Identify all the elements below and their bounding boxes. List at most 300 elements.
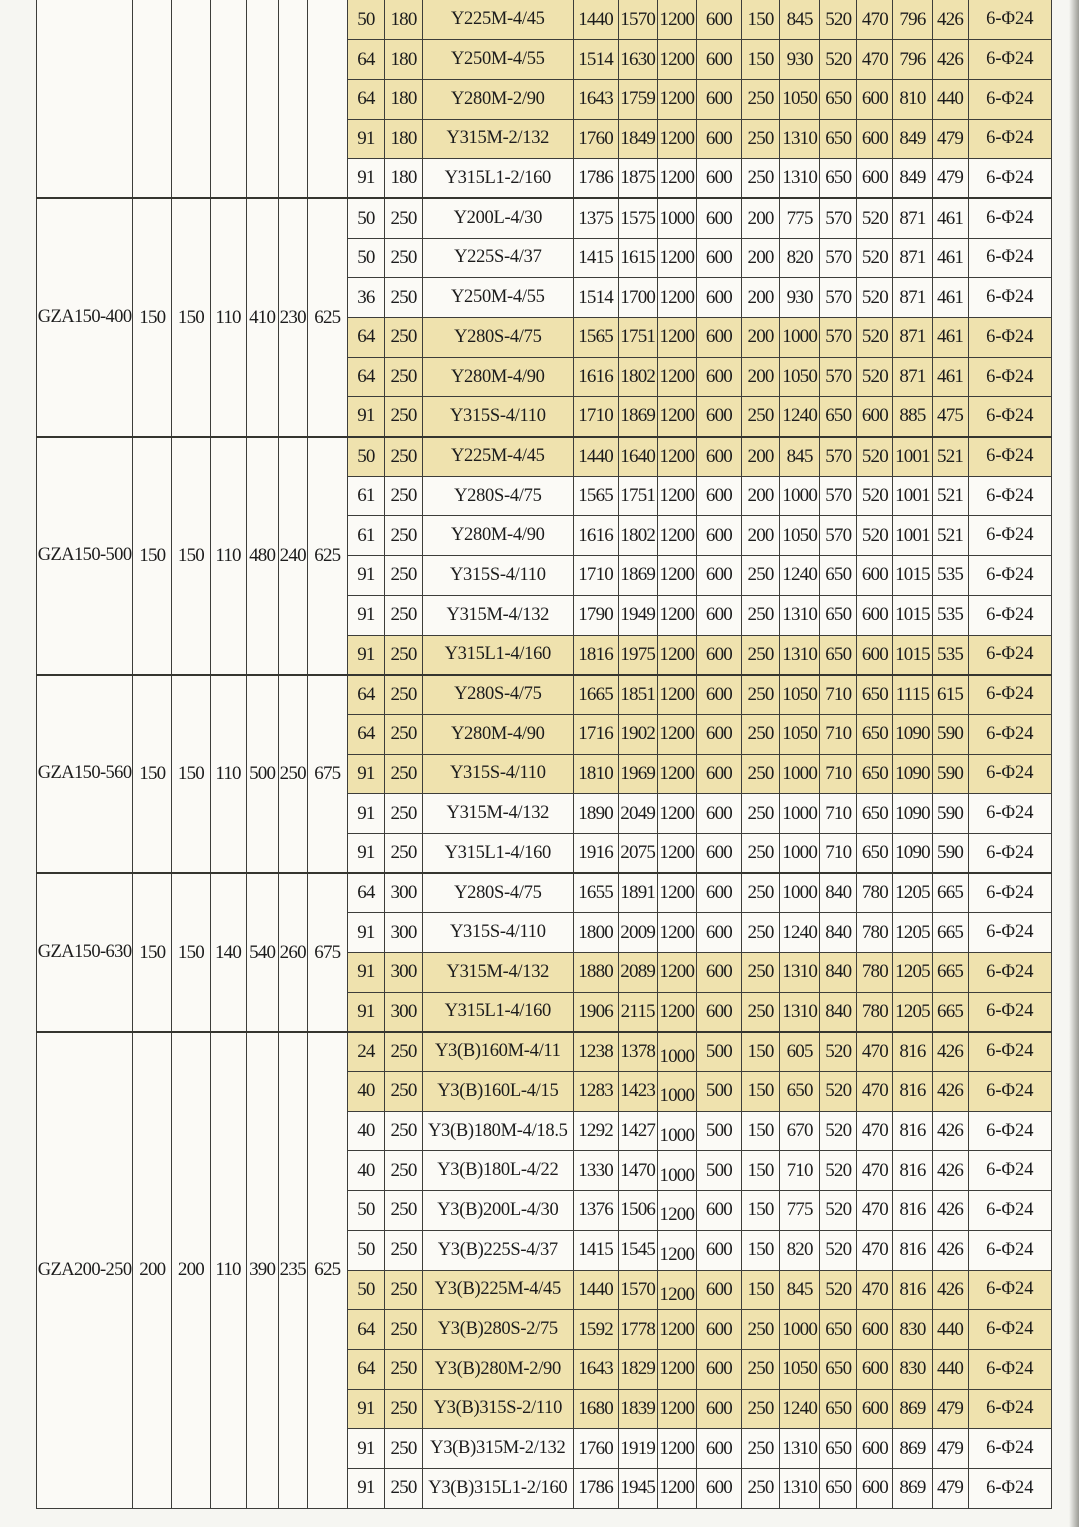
cell-value-5 bbox=[742, 1270, 780, 1310]
cell-motor-model: Y3(B)160L-4/15 bbox=[423, 1072, 573, 1112]
value-text: 250 bbox=[747, 643, 774, 665]
value-text: 1906 bbox=[578, 1000, 613, 1022]
value-text: 250 bbox=[747, 882, 774, 904]
cell-value-8 bbox=[857, 714, 893, 754]
cell-value-4 bbox=[696, 1230, 741, 1270]
cell-col-b: 250 bbox=[384, 833, 422, 873]
cell-value-6 bbox=[780, 1429, 820, 1469]
value-text: 816 bbox=[899, 1159, 926, 1181]
value-text: 1440 bbox=[578, 1278, 613, 1300]
value-text: 885 bbox=[899, 405, 926, 427]
value-text: 200 bbox=[747, 326, 774, 348]
cell-value-1 bbox=[573, 1468, 618, 1508]
cell-value-1 bbox=[573, 1032, 618, 1072]
cell-col-a: 64 bbox=[347, 1310, 384, 1350]
value-text: 520 bbox=[825, 1278, 852, 1300]
cell-value-2 bbox=[618, 397, 657, 437]
cell-col-a: 50 bbox=[347, 198, 384, 238]
value-text: 1240 bbox=[782, 1397, 818, 1419]
cell-value-8 bbox=[857, 1468, 893, 1508]
cell-value-7 bbox=[820, 595, 857, 635]
value-text: 1375 bbox=[578, 207, 613, 229]
cell-value-1 bbox=[573, 516, 618, 556]
cell-col-b: 250 bbox=[384, 556, 422, 596]
value-text: 600 bbox=[705, 1358, 732, 1380]
value-text: 1975 bbox=[620, 643, 656, 665]
cell-value-4 bbox=[696, 1072, 741, 1112]
cell-value-2 bbox=[618, 675, 657, 715]
value-text: 590 bbox=[937, 723, 964, 745]
cell-motor-model: Y3(B)160M-4/11 bbox=[423, 1032, 573, 1072]
cell-value-10 bbox=[932, 794, 968, 834]
cell-value-2 bbox=[618, 913, 657, 953]
cell-value-6 bbox=[780, 992, 820, 1032]
cell-value-10 bbox=[932, 675, 968, 715]
value-text: 600 bbox=[705, 405, 732, 427]
value-text: 1643 bbox=[578, 1358, 613, 1380]
cell-value-5 bbox=[742, 318, 780, 358]
cell-value-8 bbox=[857, 238, 893, 278]
value-text: 710 bbox=[825, 723, 852, 745]
cell-value-4 bbox=[696, 675, 741, 715]
value-text: 600 bbox=[705, 246, 732, 268]
value-text: 570 bbox=[825, 286, 852, 308]
cell-value-5 bbox=[742, 79, 780, 119]
cell-value-5 bbox=[742, 40, 780, 80]
value-text: 1200 bbox=[659, 246, 695, 268]
cell-pump-model: GZA150-400 bbox=[37, 198, 133, 436]
value-text: 2049 bbox=[620, 802, 656, 824]
value-text: 1090 bbox=[895, 762, 930, 784]
motor-spec-table bbox=[36, 0, 1052, 1509]
value-text: 816 bbox=[899, 1199, 926, 1221]
cell-value-2 bbox=[618, 635, 657, 675]
value-text: 1200 bbox=[659, 524, 695, 546]
cell-value-8 bbox=[857, 794, 893, 834]
cell-motor-model: Y280S-4/75 bbox=[423, 873, 573, 913]
value-text: 1200 bbox=[659, 1358, 695, 1380]
cell-value-8 bbox=[857, 1151, 893, 1191]
cell-bolt-holes: 6-Φ24 bbox=[968, 1389, 1051, 1429]
value-text: 1200 bbox=[659, 286, 695, 308]
cell-pump-model: GZA150-500 bbox=[37, 437, 133, 675]
value-text: 1000 bbox=[782, 1318, 818, 1340]
value-text: 1310 bbox=[782, 604, 818, 626]
value-text: 820 bbox=[786, 246, 813, 268]
cell-value-2 bbox=[618, 1111, 657, 1151]
cell-bolt-holes: 6-Φ24 bbox=[968, 1072, 1051, 1112]
value-text: 650 bbox=[825, 1397, 852, 1419]
cell-value-7 bbox=[820, 953, 857, 993]
cell-value-4 bbox=[696, 1389, 741, 1429]
cell-value-1 bbox=[573, 714, 618, 754]
cell-value-10 bbox=[932, 437, 968, 477]
value-text: 250 bbox=[747, 1318, 774, 1340]
cell-dimension-3: 110 bbox=[210, 437, 246, 675]
cell-bolt-holes: 6-Φ24 bbox=[968, 595, 1051, 635]
value-text: 871 bbox=[899, 366, 926, 388]
value-text: 150 bbox=[747, 1080, 774, 1102]
value-text: 2089 bbox=[620, 961, 656, 983]
value-text: 2009 bbox=[620, 921, 656, 943]
cell-value-3 bbox=[657, 556, 696, 596]
cell-value-1 bbox=[573, 1191, 618, 1231]
cell-dimension-2: 150 bbox=[172, 675, 210, 873]
cell-col-a: 91 bbox=[347, 119, 384, 159]
value-text: 600 bbox=[705, 88, 732, 110]
cell-value-7 bbox=[820, 1270, 857, 1310]
value-text: 1802 bbox=[620, 366, 656, 388]
value-text: 840 bbox=[825, 1000, 852, 1022]
value-text: 1680 bbox=[578, 1397, 613, 1419]
value-text: 1283 bbox=[578, 1080, 613, 1102]
value-text: 1470 bbox=[620, 1159, 656, 1181]
cell-col-a: 91 bbox=[347, 953, 384, 993]
cell-value-9 bbox=[893, 714, 932, 754]
value-text: 1565 bbox=[578, 485, 613, 507]
cell-dimension-5: 230 bbox=[278, 198, 307, 436]
cell-value-7 bbox=[820, 1429, 857, 1469]
value-text: 1376 bbox=[578, 1199, 613, 1221]
cell-motor-model: Y315M-4/132 bbox=[423, 595, 573, 635]
value-text: 1760 bbox=[578, 127, 613, 149]
cell-col-a: 64 bbox=[347, 675, 384, 715]
cell-dimension-6: 625 bbox=[307, 198, 347, 436]
cell-value-9 bbox=[893, 516, 932, 556]
cell-motor-model: Y315M-4/132 bbox=[423, 794, 573, 834]
cell-value-9 bbox=[893, 833, 932, 873]
value-text: 250 bbox=[747, 127, 774, 149]
value-text: 590 bbox=[937, 762, 964, 784]
value-text: 665 bbox=[937, 882, 964, 904]
cell-col-b: 250 bbox=[384, 357, 422, 397]
cell-value-9 bbox=[893, 873, 932, 913]
cell-motor-model: Y3(B)315L1-2/160 bbox=[423, 1468, 573, 1508]
page-edge-shadow bbox=[1069, 0, 1079, 1527]
value-text: 1810 bbox=[578, 762, 613, 784]
value-text: 250 bbox=[747, 405, 774, 427]
cell-value-10 bbox=[932, 556, 968, 596]
value-text: 1205 bbox=[895, 921, 930, 943]
cell-value-4 bbox=[696, 1349, 741, 1389]
cell-value-8 bbox=[857, 437, 893, 477]
cell-value-3 bbox=[657, 198, 696, 238]
cell-col-b: 250 bbox=[384, 675, 422, 715]
cell-dimension-1: 150 bbox=[133, 198, 172, 436]
cell-bolt-holes: 6-Φ24 bbox=[968, 198, 1051, 238]
cell-pump-model bbox=[37, 0, 133, 198]
cell-value-7 bbox=[820, 1349, 857, 1389]
value-text: 1802 bbox=[620, 524, 656, 546]
cell-col-a: 40 bbox=[347, 1111, 384, 1151]
value-text: 479 bbox=[937, 1477, 964, 1499]
cell-value-10 bbox=[932, 953, 968, 993]
cell-value-5 bbox=[742, 1310, 780, 1350]
cell-value-1 bbox=[573, 992, 618, 1032]
cell-dimension-2: 150 bbox=[172, 198, 210, 436]
cell-value-6 bbox=[780, 238, 820, 278]
cell-value-5 bbox=[742, 754, 780, 794]
value-text: 1415 bbox=[578, 1239, 613, 1261]
value-text: 520 bbox=[861, 524, 888, 546]
cell-value-2 bbox=[618, 1191, 657, 1231]
cell-value-8 bbox=[857, 833, 893, 873]
value-text: 250 bbox=[747, 802, 774, 824]
cell-pump-model: GZA150-630 bbox=[37, 873, 133, 1032]
value-text: 520 bbox=[825, 1199, 852, 1221]
value-text: 1090 bbox=[895, 723, 930, 745]
value-text: 1849 bbox=[620, 127, 656, 149]
cell-dimension-5: 240 bbox=[278, 437, 307, 675]
cell-value-5 bbox=[742, 675, 780, 715]
cell-dimension-4: 480 bbox=[246, 437, 278, 675]
cell-value-10 bbox=[932, 1151, 968, 1191]
cell-col-b: 250 bbox=[384, 476, 422, 516]
cell-value-7 bbox=[820, 119, 857, 159]
cell-value-2 bbox=[618, 516, 657, 556]
cell-value-4 bbox=[696, 79, 741, 119]
value-text: 600 bbox=[705, 326, 732, 348]
table-row bbox=[37, 437, 1052, 477]
cell-value-9 bbox=[893, 754, 932, 794]
cell-value-6 bbox=[780, 159, 820, 199]
cell-value-6 bbox=[780, 516, 820, 556]
value-text: 200 bbox=[747, 366, 774, 388]
cell-value-5 bbox=[742, 714, 780, 754]
value-text: 2075 bbox=[620, 842, 656, 864]
cell-value-10 bbox=[932, 238, 968, 278]
cell-value-3 bbox=[657, 40, 696, 80]
cell-value-10 bbox=[932, 1270, 968, 1310]
value-text: 1205 bbox=[895, 882, 930, 904]
value-text: 1205 bbox=[895, 961, 930, 983]
cell-value-1 bbox=[573, 0, 618, 40]
cell-value-8 bbox=[857, 516, 893, 556]
value-text: 600 bbox=[861, 1358, 888, 1380]
cell-col-b: 250 bbox=[384, 714, 422, 754]
cell-value-3 bbox=[657, 1270, 696, 1310]
value-text: 1851 bbox=[620, 683, 656, 705]
value-text: 1891 bbox=[620, 882, 656, 904]
cell-dimension-3 bbox=[210, 0, 246, 198]
value-text: 250 bbox=[747, 564, 774, 586]
cell-dimension-2: 150 bbox=[172, 437, 210, 675]
cell-value-1 bbox=[573, 79, 618, 119]
cell-value-9 bbox=[893, 198, 932, 238]
cell-bolt-holes: 6-Φ24 bbox=[968, 873, 1051, 913]
cell-value-6 bbox=[780, 1072, 820, 1112]
cell-value-4 bbox=[696, 556, 741, 596]
cell-value-5 bbox=[742, 238, 780, 278]
value-text: 520 bbox=[825, 1040, 852, 1062]
value-text: 1575 bbox=[620, 207, 656, 229]
cell-value-8 bbox=[857, 1191, 893, 1231]
cell-bolt-holes: 6-Φ24 bbox=[968, 0, 1051, 40]
value-text: 426 bbox=[937, 1080, 964, 1102]
value-text: 845 bbox=[786, 1278, 813, 1300]
value-text: 1378 bbox=[620, 1040, 656, 1062]
value-text: 1015 bbox=[895, 604, 930, 626]
cell-bolt-holes: 6-Φ24 bbox=[968, 1230, 1051, 1270]
cell-value-9 bbox=[893, 1349, 932, 1389]
cell-col-a: 91 bbox=[347, 992, 384, 1032]
cell-value-4 bbox=[696, 278, 741, 318]
value-text: 1200 bbox=[659, 1244, 695, 1266]
value-text: 426 bbox=[937, 48, 964, 70]
cell-value-10 bbox=[932, 159, 968, 199]
value-text: 600 bbox=[705, 842, 732, 864]
cell-value-4 bbox=[696, 714, 741, 754]
cell-value-5 bbox=[742, 278, 780, 318]
cell-value-9 bbox=[893, 1191, 932, 1231]
value-text: 590 bbox=[937, 802, 964, 824]
cell-value-3 bbox=[657, 0, 696, 40]
cell-motor-model: Y280S-4/75 bbox=[423, 476, 573, 516]
cell-bolt-holes: 6-Φ24 bbox=[968, 714, 1051, 754]
cell-col-a: 91 bbox=[347, 556, 384, 596]
value-text: 250 bbox=[747, 167, 774, 189]
value-text: 1710 bbox=[578, 564, 613, 586]
value-text: 871 bbox=[899, 207, 926, 229]
cell-dimension-5: 235 bbox=[278, 1032, 307, 1508]
value-text: 930 bbox=[786, 286, 813, 308]
cell-value-7 bbox=[820, 278, 857, 318]
cell-value-2 bbox=[618, 238, 657, 278]
cell-col-a: 91 bbox=[347, 1389, 384, 1429]
value-text: 250 bbox=[747, 1000, 774, 1022]
cell-value-7 bbox=[820, 516, 857, 556]
cell-bolt-holes: 6-Φ24 bbox=[968, 40, 1051, 80]
cell-bolt-holes: 6-Φ24 bbox=[968, 833, 1051, 873]
value-text: 871 bbox=[899, 246, 926, 268]
cell-value-1 bbox=[573, 833, 618, 873]
value-text: 816 bbox=[899, 1239, 926, 1261]
cell-value-7 bbox=[820, 1468, 857, 1508]
table-row bbox=[37, 1032, 1052, 1072]
value-text: 570 bbox=[825, 524, 852, 546]
cell-col-b: 250 bbox=[384, 1389, 422, 1429]
value-text: 1790 bbox=[578, 604, 613, 626]
value-text: 775 bbox=[786, 207, 813, 229]
cell-value-7 bbox=[820, 1191, 857, 1231]
cell-col-b: 250 bbox=[384, 1151, 422, 1191]
value-text: 600 bbox=[705, 1318, 732, 1340]
value-text: 500 bbox=[705, 1120, 732, 1142]
cell-col-b: 250 bbox=[384, 635, 422, 675]
cell-value-4 bbox=[696, 1270, 741, 1310]
value-text: 470 bbox=[861, 1080, 888, 1102]
cell-value-6 bbox=[780, 1191, 820, 1231]
value-text: 1310 bbox=[782, 167, 818, 189]
cell-value-7 bbox=[820, 318, 857, 358]
cell-col-b: 250 bbox=[384, 1111, 422, 1151]
cell-value-4 bbox=[696, 1032, 741, 1072]
cell-value-3 bbox=[657, 754, 696, 794]
cell-value-6 bbox=[780, 198, 820, 238]
cell-dimension-4: 390 bbox=[246, 1032, 278, 1508]
cell-value-8 bbox=[857, 1111, 893, 1151]
cell-value-5 bbox=[742, 1389, 780, 1429]
value-text: 1050 bbox=[782, 366, 818, 388]
cell-value-9 bbox=[893, 992, 932, 1032]
value-text: 1200 bbox=[659, 485, 695, 507]
value-text: 1310 bbox=[782, 1437, 818, 1459]
cell-value-2 bbox=[618, 953, 657, 993]
value-text: 600 bbox=[705, 1199, 732, 1221]
cell-value-7 bbox=[820, 437, 857, 477]
cell-value-9 bbox=[893, 635, 932, 675]
cell-value-6 bbox=[780, 476, 820, 516]
cell-value-6 bbox=[780, 119, 820, 159]
cell-value-9 bbox=[893, 238, 932, 278]
cell-value-7 bbox=[820, 357, 857, 397]
cell-value-1 bbox=[573, 873, 618, 913]
value-text: 816 bbox=[899, 1120, 926, 1142]
cell-col-a: 61 bbox=[347, 476, 384, 516]
value-text: 600 bbox=[705, 683, 732, 705]
value-text: 1200 bbox=[659, 127, 695, 149]
cell-value-7 bbox=[820, 754, 857, 794]
value-text: 600 bbox=[705, 485, 732, 507]
cell-motor-model: Y315M-4/132 bbox=[423, 953, 573, 993]
cell-value-1 bbox=[573, 1151, 618, 1191]
cell-value-5 bbox=[742, 992, 780, 1032]
cell-value-9 bbox=[893, 595, 932, 635]
cell-value-3 bbox=[657, 833, 696, 873]
value-text: 1800 bbox=[578, 921, 613, 943]
cell-value-1 bbox=[573, 1349, 618, 1389]
value-text: 1506 bbox=[620, 1199, 656, 1221]
cell-bolt-holes: 6-Φ24 bbox=[968, 992, 1051, 1032]
cell-value-9 bbox=[893, 675, 932, 715]
cell-value-1 bbox=[573, 595, 618, 635]
cell-value-4 bbox=[696, 595, 741, 635]
value-text: 250 bbox=[747, 1397, 774, 1419]
value-text: 1200 bbox=[659, 405, 695, 427]
cell-col-a: 91 bbox=[347, 595, 384, 635]
cell-value-7 bbox=[820, 79, 857, 119]
cell-col-a: 64 bbox=[347, 79, 384, 119]
value-text: 440 bbox=[937, 88, 964, 110]
value-text: 1778 bbox=[620, 1318, 656, 1340]
value-text: 1050 bbox=[782, 683, 818, 705]
value-text: 150 bbox=[747, 1199, 774, 1221]
value-text: 250 bbox=[747, 842, 774, 864]
value-text: 1751 bbox=[620, 485, 656, 507]
cell-motor-model: Y315L1-4/160 bbox=[423, 992, 573, 1032]
cell-value-2 bbox=[618, 159, 657, 199]
cell-bolt-holes: 6-Φ24 bbox=[968, 397, 1051, 437]
cell-col-b: 300 bbox=[384, 953, 422, 993]
cell-dimension-1: 150 bbox=[133, 437, 172, 675]
cell-motor-model: Y225M-4/45 bbox=[423, 437, 573, 477]
value-text: 600 bbox=[705, 445, 732, 467]
cell-value-6 bbox=[780, 79, 820, 119]
value-text: 520 bbox=[861, 366, 888, 388]
cell-value-1 bbox=[573, 1429, 618, 1469]
value-text: 1240 bbox=[782, 405, 818, 427]
cell-value-3 bbox=[657, 318, 696, 358]
cell-value-5 bbox=[742, 953, 780, 993]
value-text: 869 bbox=[899, 1437, 926, 1459]
cell-col-a: 50 bbox=[347, 238, 384, 278]
value-text: 520 bbox=[861, 445, 888, 467]
cell-col-a: 50 bbox=[347, 437, 384, 477]
value-text: 590 bbox=[937, 842, 964, 864]
value-text: 845 bbox=[786, 8, 813, 30]
cell-col-b: 180 bbox=[384, 40, 422, 80]
cell-value-10 bbox=[932, 833, 968, 873]
